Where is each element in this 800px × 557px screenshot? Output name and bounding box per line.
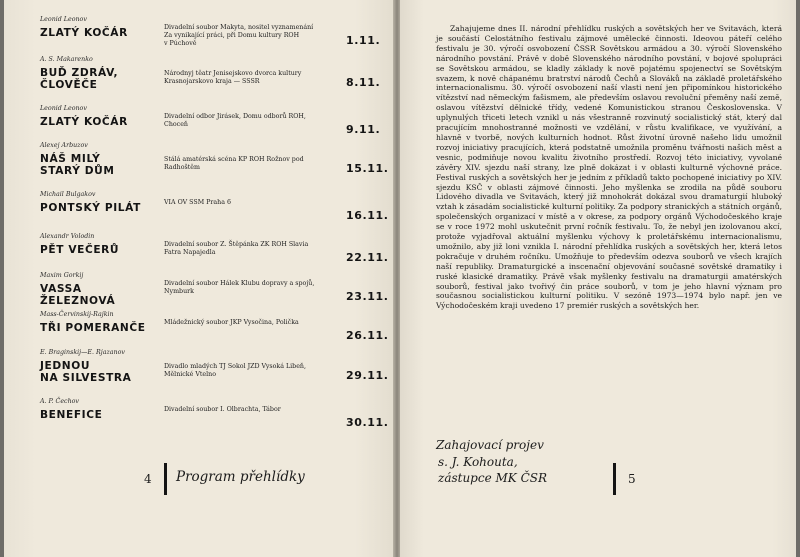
footer-bar-left: [164, 463, 167, 495]
venue: Divadelní odbor Jirásek, Domu odborů ROH, Choceň: [164, 113, 306, 128]
author: Maxim Gorkij: [40, 272, 84, 279]
date: 16.11.: [346, 209, 389, 222]
speech-line: zástupce MK ČSR: [438, 471, 548, 485]
play-title: PONTSKÝ PILÁT: [40, 202, 141, 214]
date: 23.11.: [346, 290, 389, 303]
page-number-right: 5: [628, 472, 636, 486]
venue: Národnyj těatr Jenisejskovo dvorca kultury Krasnojarskovo kraja — SSSR: [164, 70, 302, 85]
date: 26.11.: [346, 329, 389, 342]
venue: VIA OV SSM Praha 6: [164, 199, 231, 206]
author: Michail Bulgakov: [40, 191, 96, 198]
author: Leonid Leonov: [40, 16, 87, 23]
date: 29.11.: [346, 369, 389, 382]
author: A. S. Makarenko: [40, 56, 93, 63]
author: Mass-Červinskij-Rajkin: [40, 311, 114, 318]
date: 8.11.: [346, 76, 381, 89]
date: 1.11.: [346, 34, 381, 47]
play-title: JEDNOU NA SILVESTRA: [40, 360, 132, 384]
play-title: BENEFICE: [40, 409, 103, 421]
date: 9.11.: [346, 123, 381, 136]
play-title: NÁŠ MILÝ STARÝ DŮM: [40, 153, 115, 177]
left-page: [4, 0, 394, 557]
venue: Divadelní soubor Hálek Klubu dopravy a spojů, Nymburk: [164, 280, 315, 295]
author: A. P. Čechov: [40, 398, 79, 405]
play-title: BUĎ ZDRÁV, ČLOVĚČE: [40, 67, 119, 91]
page-number-left: 4: [144, 472, 152, 486]
speech-line: Zahajovací projev: [436, 438, 544, 452]
play-title: ZLATÝ KOČÁR: [40, 27, 128, 39]
venue: Stálá amatérská scéna KP ROH Rožnov pod Radhoštěm: [164, 156, 304, 171]
play-title: PĚT VEČERŮ: [40, 244, 120, 256]
play-title: VASSA ŽELEZNOVÁ: [40, 283, 116, 307]
right-page: [400, 0, 796, 557]
speech-credit: [436, 437, 547, 487]
venue: Divadelní soubor I. Olbrachta, Tábor: [164, 406, 281, 413]
author: Leonid Leonov: [40, 105, 87, 112]
play-title: TŘI POMERANČE: [40, 322, 146, 334]
author: Alexej Arbuzov: [40, 142, 88, 149]
date: 30.11.: [346, 416, 389, 429]
footer-bar-right: [613, 463, 616, 495]
speech-line: s. J. Kohouta,: [438, 454, 518, 469]
footer-title: Program přehlídky: [176, 469, 305, 485]
author: E. Braginskij—E. Rjazanov: [40, 349, 125, 356]
venue: Divadelní soubor Z. Štěpánka ZK ROH Slavia Fatra Napajedla: [164, 241, 309, 256]
play-title: ZLATÝ KOČÁR: [40, 116, 128, 128]
author: Alexandr Volodin: [40, 233, 95, 240]
venue: Mládežnický soubor JKP Vysočina, Polička: [164, 319, 299, 326]
venue: Divadelní soubor Makyta, nositel vyznamenání Za vynikající práci, při Domu kultury ROH v Púchově: [164, 24, 314, 47]
venue: Divadlo mladých TJ Sokol JZD Vysoká Libeň, Mělnické Vtelno: [164, 363, 306, 378]
date: 15.11.: [346, 162, 389, 175]
opening-text: Zahajujeme dnes II. národní přehlídku ruských a sovětských her ve Svitavách, která je součástí Celostátního festivalu zájmové umělecké činnosti. Ideovou páteří celého festivalu je 30. výročí osvobození ČSSR Sovětskou armádou a 30. výročí Slovenského národního povstání. Právě v době Slovenského národního povstání, v bojové spolupráci se Sovětskou armádou, se kladly základy k nově pojatému spojenectví se Sovětským svazem, k nově chápanému bratrství národů Čechů a Slováků na základě proletářského internacionalismu. 30. výročí osvobození naší vlasti není jen připomínkou historického vítězství nad německým fašismem, ale především oslavou revoluční přeměny naší země, oslavou vítězství dělnické třídy, vedené Komunistickou stranou Československa. V uplynulých třiceti letech vznikl u nás všestranně rozvinutý socialistický stát, který dal pracujícím mnohostranné možnosti ve vzdělání, v růstu kvalifikace, ve využívání, a hlavně v tvorbě, nových kulturních hodnot. Růst životní úrovně našeho lidu umožnil rozvoj iniciativy pracujících, která podstatně umožnila proměnu tvářnosti našich měst a vesnic, podmiňuje novou kvalitu životního prostředí. Rozvoj této iniciativy, vyvolané závěry XIV. sjezdu naší strany, lze plně dokázat i v oblasti kulturně výchovné práce. Festival ruských a sovětských her je jedním z příkladů takto pochopené iniciativy po XIV. sjezdu KSČ v oblasti zájmové činnosti. Jeho myšlenka se zrodila na půdě souboru Lidového divadla ve Svitavách, který již mnohokrát dokázal svou dramaturgií hluboký vztah k zásadám socialistické kulturní politiky. Za podpory stranických a státních orgánů, společenských organizací v místě a v okrese, za podpory orgánů Východočeského kraje se v roce 1972 mohl uskutečnit první ročník festivalu. To, že nebyl jen izolovanou akcí, protože vyjadřoval aktuální myšlenku výchovy k proletářskému internacionalismu, umožnilo, aby již loni vznikla I. národní přehlídka ruských a sovětských her, která letos pokračuje v druhém ročníku. Umožňuje to především odezva souborů ve všech krajích naší republiky. Dramaturgické a inscenační objevování současné sovětské dramatiky i ruské klasické dramatiky. Právě však myšlenky festivalu na dramaturgii amatérských souborů, festival jako tvořivý čin práce souborů, v tom je jeho hlavní význam pro současnou socialistickou kulturní politiku. V sezóně 1973—1974 bylo např. jen ve Východočeském kraji uvedeno 17 premiér ruských a sovětských her.: [436, 24, 782, 311]
date: 22.11.: [346, 251, 389, 264]
